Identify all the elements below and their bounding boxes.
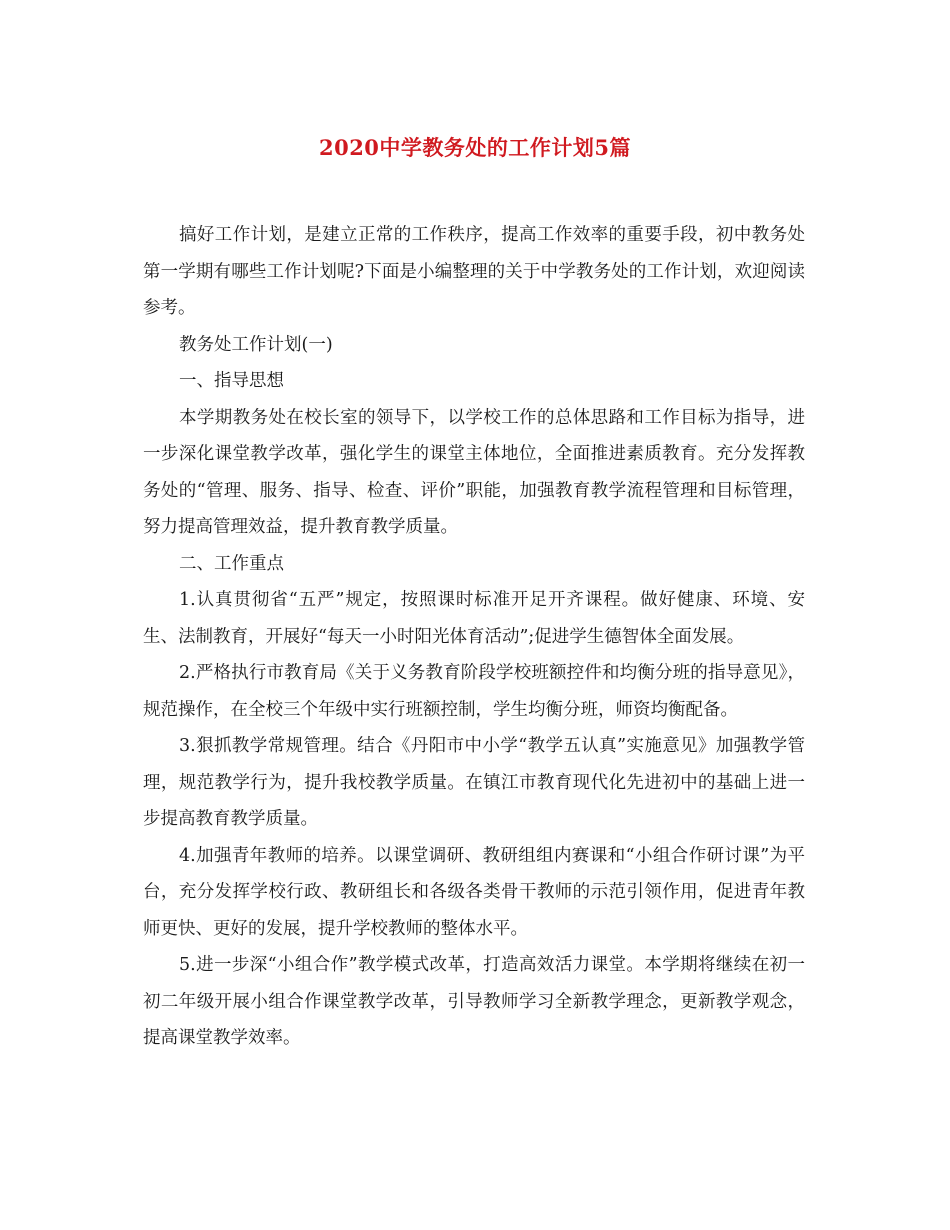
list-item-4: 4.加强青年教师的培养。以课堂调研、教研组组内赛课和“小组合作研讨课”为平台，充分发挥学校行政、教研组长和各级各类骨干教师的示范引领作用，促进青年教师更快、更好的发展，提升学校教师的整体水平。 [143,845,805,939]
paragraph-guiding-idea: 本学期教务处在校长室的领导下，以学校工作的总体思路和工作目标为指导，进一步深化课堂教学改革，强化学生的课堂主体地位，全面推进素质教育。充分发挥教务处的“管理、服务、指导、检查、评价”职能，加强教育教学流程管理和目标管理，努力提高管理效益，提升教育教学质量。 [143,407,805,537]
document-title: 2020中学教务处的工作计划5篇 [318,135,632,160]
intro-paragraph: 搞好工作计划，是建立正常的工作秩序，提高工作效率的重要手段，初中教务处第一学期有哪些工作计划呢?下面是小编整理的关于中学教务处的工作计划，欢迎阅读参考。 [143,225,805,318]
list-item-3: 3.狠抓教学常规管理。结合《丹阳市中小学“教学五认真”实施意见》加强教学管理，规范教学行为，提升我校教学质量。在镇江市教育现代化先进初中的基础上进一步提高教育教学质量。 [143,736,805,829]
document-body [143,217,805,1057]
list-item-5: 5.进一步深“小组合作”教学模式改革，打造高效活力课堂。本学期将继续在初一初二年级开展小组合作课堂教学改革，引导教师学习全新教学理念，更新教学观念，提高课堂教学效率。 [143,955,805,1048]
subheading-work-focus: 二、工作重点 [179,553,284,574]
list-item-2: 2.严格执行市教育局《关于义务教育阶段学校班额控件和均衡分班的指导意见》，规范操作，在全校三个年级中实行班额控制，学生均衡分班，师资均衡配备。 [143,663,805,720]
list-item-1: 1.认真贯彻省“五严”规定，按照课时标准开足开齐课程。做好健康、环境、安生、法制教育，开展好“每天一小时阳光体育活动”;促进学生德智体全面发展。 [143,590,805,647]
subheading-guiding-idea: 一、指导思想 [179,371,284,391]
section-heading-plan-1: 教务处工作计划(一) [179,334,333,355]
